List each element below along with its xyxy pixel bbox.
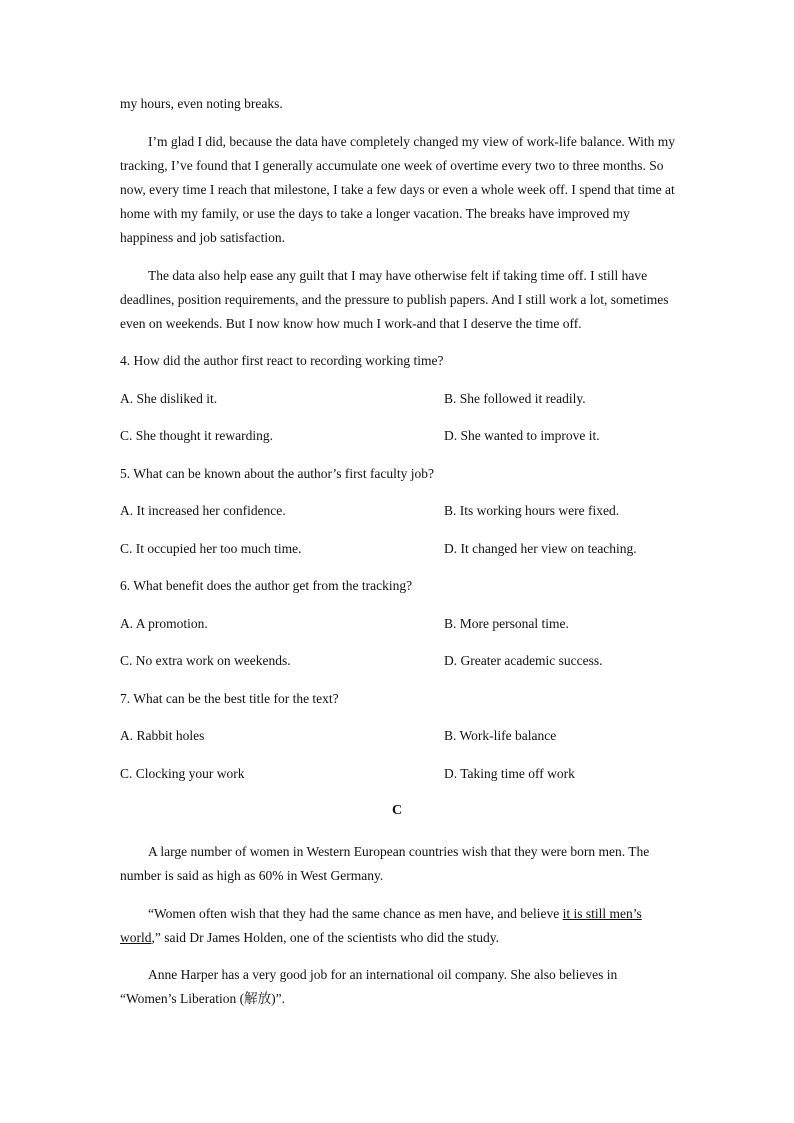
question-7-option-b[interactable]: B. Work-life balance: [444, 728, 557, 743]
question-4-option-b[interactable]: B. She followed it readily.: [444, 391, 586, 406]
underlined-phrase: it is still men’s world: [120, 906, 642, 945]
quote-end: ,” said Dr James Holden, one of the scientists who did the study.: [151, 930, 499, 945]
section-c-heading: C: [391, 803, 403, 818]
question-7-option-a[interactable]: A. Rabbit holes: [120, 728, 205, 743]
question-7-option-c[interactable]: C. Clocking your work: [120, 766, 245, 781]
section-c-paragraph-3: Anne Harper has a very good job for an international oil company. She also believes in “Women’s Liberation (解放)”.: [120, 967, 618, 1006]
question-5-option-c[interactable]: C. It occupied her too much time.: [120, 541, 302, 556]
question-6-option-c[interactable]: C. No extra work on weekends.: [120, 653, 291, 668]
question-7-stem: 7. What can be the best title for the text?: [120, 691, 339, 706]
question-4-option-a[interactable]: A. She disliked it.: [120, 391, 218, 406]
paragraph-tracking-results: I’m glad I did, because the data have completely changed my view of work-life balance. With my tracking, I’ve found that I generally accumulate one week of overtime every two to three months. So now, every time I reach that milestone, I take a few days or even a whole week off. I spend that time at home with my family, or use the days to take a longer vacation. The breaks have improved my happiness and job satisfaction.: [120, 134, 676, 245]
question-4-stem: 4. How did the author first react to recording working time?: [120, 353, 444, 368]
question-6-stem: 6. What benefit does the author get from the tracking?: [120, 578, 413, 593]
question-4-option-c[interactable]: C. She thought it rewarding.: [120, 428, 273, 443]
section-c-paragraph-1: A large number of women in Western European countries wish that they were born men. The number is said as high as 60% in West Germany.: [120, 844, 650, 883]
question-7-option-d[interactable]: D. Taking time off work: [444, 766, 575, 781]
quote-start: “Women often wish that they had the same chance as men have, and believe: [148, 906, 563, 921]
question-5-option-a[interactable]: A. It increased her confidence.: [120, 503, 286, 518]
paragraph-continued: my hours, even noting breaks.: [120, 96, 283, 111]
question-6-option-d[interactable]: D. Greater academic success.: [444, 653, 603, 668]
section-c-paragraph-2: [120, 902, 675, 950]
question-5-stem: 5. What can be known about the author’s first faculty job?: [120, 466, 435, 481]
question-4-option-d[interactable]: D. She wanted to improve it.: [444, 428, 600, 443]
question-6-option-a[interactable]: A. A promotion.: [120, 616, 208, 631]
question-5-option-d[interactable]: D. It changed her view on teaching.: [444, 541, 637, 556]
question-6-option-b[interactable]: B. More personal time.: [444, 616, 569, 631]
question-5-option-b[interactable]: B. Its working hours were fixed.: [444, 503, 620, 518]
paragraph-guilt: The data also help ease any guilt that I may have otherwise felt if taking time off. I still have deadlines, position requirements, and the pressure to publish papers. And I still work a lot, sometimes even on weekends. But I now know how much I work-and that I deserve the time off.: [120, 268, 669, 331]
